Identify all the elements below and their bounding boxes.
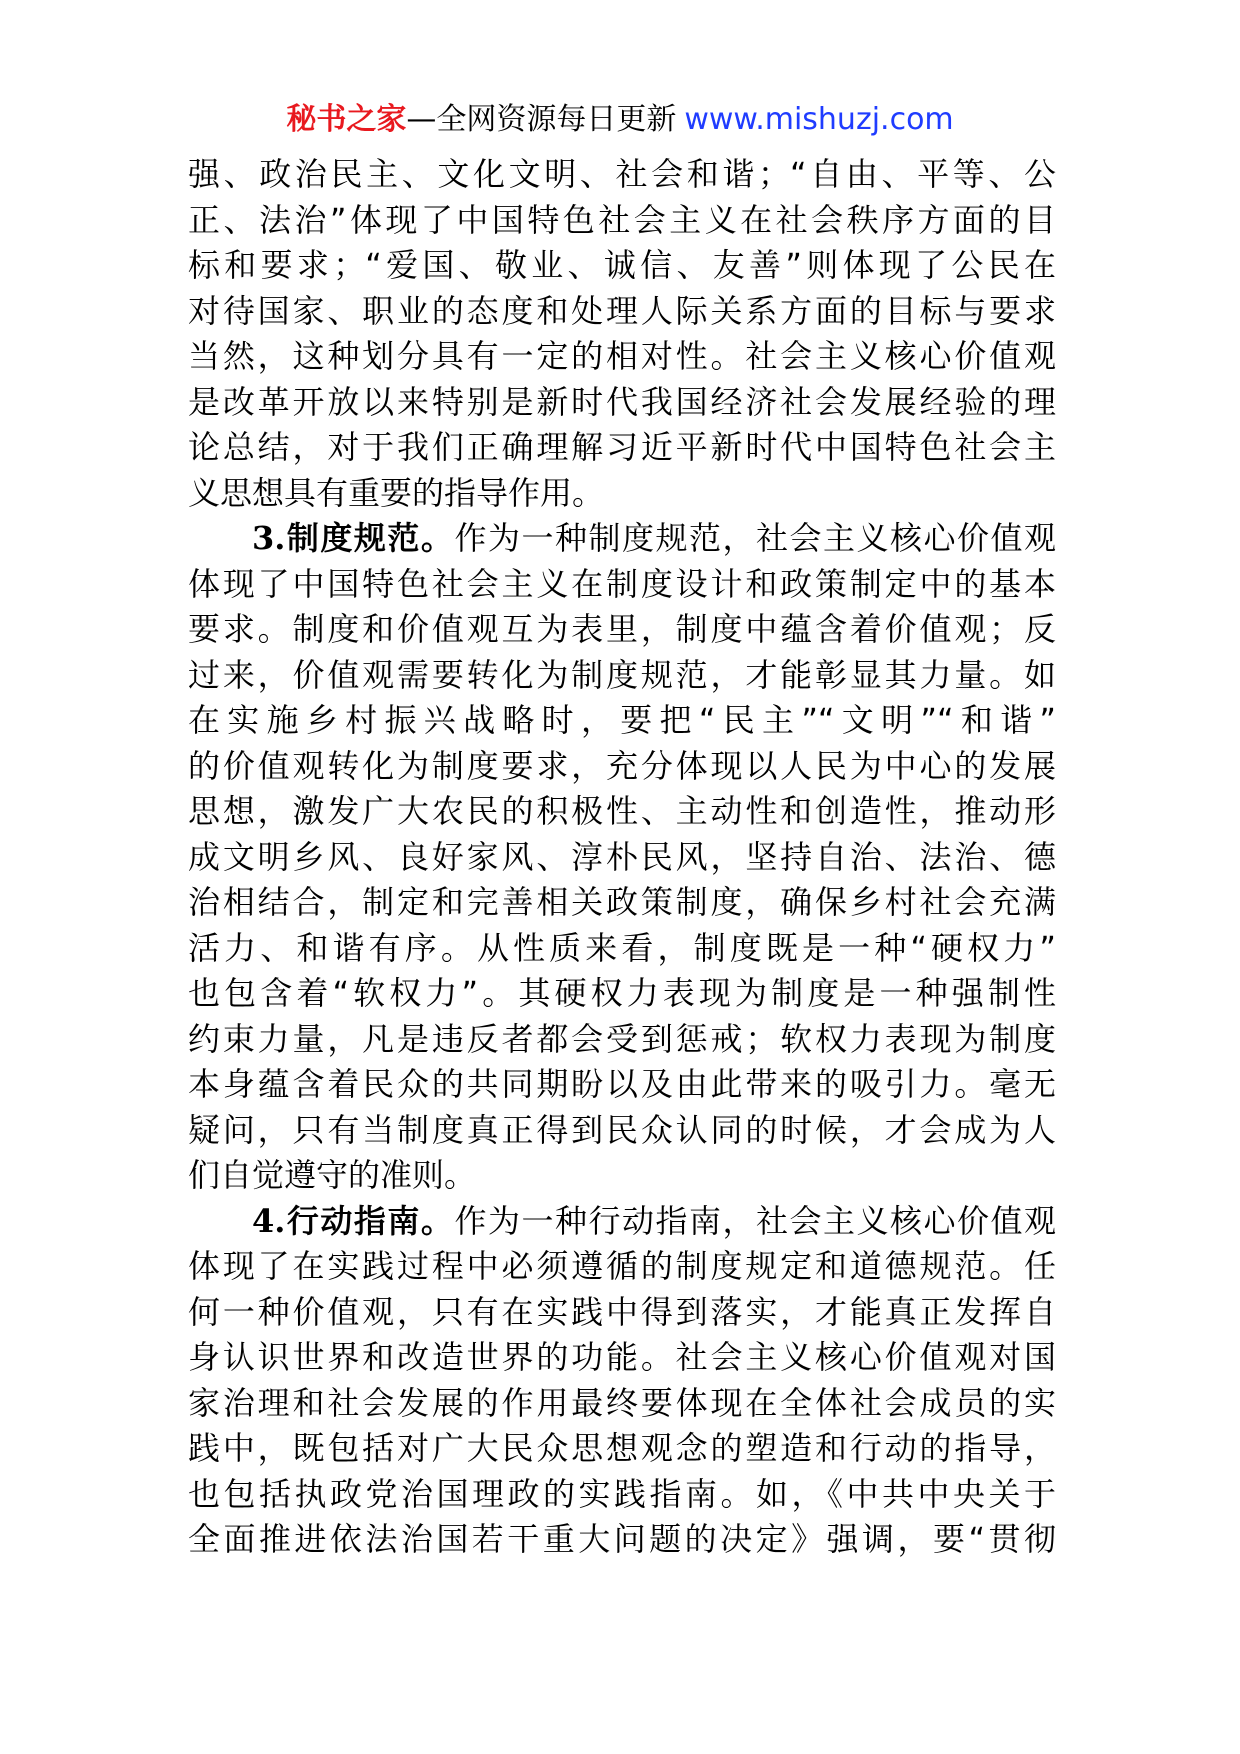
text-line: 对待国家、职业的态度和处理人际关系方面的目标与要求	[188, 291, 1056, 330]
section-heading: 行动指南。	[285, 1201, 455, 1240]
site-header	[0, 100, 1240, 140]
document-body	[188, 152, 1056, 1563]
section-heading: 制度规范。	[285, 519, 455, 557]
text-line: 过来，价值观需要转化为制度规范，才能彰显其力量。如	[188, 655, 1056, 694]
section-number: 3.	[252, 519, 286, 557]
text-line: 本身蕴含着民众的共同期盼以及由此带来的吸引力。毫无	[188, 1065, 1056, 1103]
text-line: 成文明乡风、良好家风、淳朴民风，坚持自治、法治、德	[188, 837, 1056, 876]
first-line-text: 作为一种制度规范，社会主义核心价值观	[454, 519, 1056, 557]
text-line: 何一种价值观，只有在实践中得到落实，才能真正发挥自	[188, 1292, 1056, 1331]
text-line: 要求。制度和价值观互为表里，制度中蕴含着价值观；反	[188, 610, 1056, 648]
text-line: 践中，既包括对广大民众思想观念的塑造和行动的指导，	[188, 1429, 1056, 1467]
first-line-text: 作为一种行动指南，社会主义核心价值观	[454, 1201, 1056, 1240]
site-brand: 秘书之家	[286, 102, 407, 137]
paragraph-first-line	[188, 1199, 1056, 1245]
text-line: 家治理和社会发展的作用最终要体现在全体社会成员的实	[188, 1383, 1056, 1422]
text-line: 论总结，对于我们正确理解习近平新时代中国特色社会主	[188, 428, 1056, 466]
site-url-link[interactable]: www.mishuzj.com	[684, 102, 954, 137]
text-line: 治相结合，制定和完善相关政策制度，确保乡村社会充满	[188, 883, 1056, 921]
text-line: 正、法治”体现了中国特色社会主义在社会秩序方面的目	[188, 200, 1056, 239]
paragraph-first-line	[188, 516, 1056, 562]
text-line: 体现了中国特色社会主义在制度设计和政策制定中的基本	[188, 564, 1056, 603]
site-tagline: —全网资源每日更新	[406, 102, 677, 137]
text-line: 约束力量，凡是违反者都会受到惩戒；软权力表现为制度	[188, 1019, 1056, 1058]
text-line: 标和要求；“爱国、敬业、诚信、友善”则体现了公民在	[188, 246, 1056, 284]
paragraph-continuation	[188, 152, 1056, 516]
text-line: 们自觉遵守的准则。	[188, 1156, 477, 1194]
paragraph-institutional-norms	[188, 516, 1056, 1199]
text-line: 体现了在实践过程中必须遵循的制度规定和道德规范。任	[188, 1247, 1056, 1285]
text-line: 全面推进依法治国若干重大问题的决定》强调，要“贯彻	[188, 1520, 1056, 1558]
text-line: 义思想具有重要的指导作用。	[188, 473, 605, 512]
text-line: 活力、和谐有序。从性质来看，制度既是一种“硬权力”	[188, 928, 1056, 967]
text-line: 疑问，只有当制度真正得到民众认同的时候，才会成为人	[188, 1110, 1056, 1149]
text-line: 身认识世界和改造世界的功能。社会主义核心价值观对国	[188, 1338, 1056, 1376]
text-line: 强、政治民主、文化文明、社会和谐；“自由、平等、公	[188, 155, 1056, 193]
text-line: 是改革开放以来特别是新时代我国经济社会发展经验的理	[188, 382, 1056, 421]
text-line: 思想，激发广大农民的积极性、主动性和创造性，推动形	[188, 792, 1056, 830]
text-line: 当然，这种划分具有一定的相对性。社会主义核心价值观	[188, 337, 1056, 375]
text-line: 在实施乡村振兴战略时，要把“民主”“文明”“和谐”	[188, 701, 1056, 739]
text-line: 也包含着“软权力”。其硬权力表现为制度是一种强制性	[188, 974, 1056, 1012]
section-number: 4.	[252, 1201, 286, 1240]
text-line: 也包括执政党治国理政的实践指南。如，《中共中央关于	[188, 1474, 1056, 1513]
text-line: 的价值观转化为制度要求，充分体现以人民为中心的发展	[188, 746, 1056, 785]
paragraph-action-guide	[188, 1199, 1056, 1563]
